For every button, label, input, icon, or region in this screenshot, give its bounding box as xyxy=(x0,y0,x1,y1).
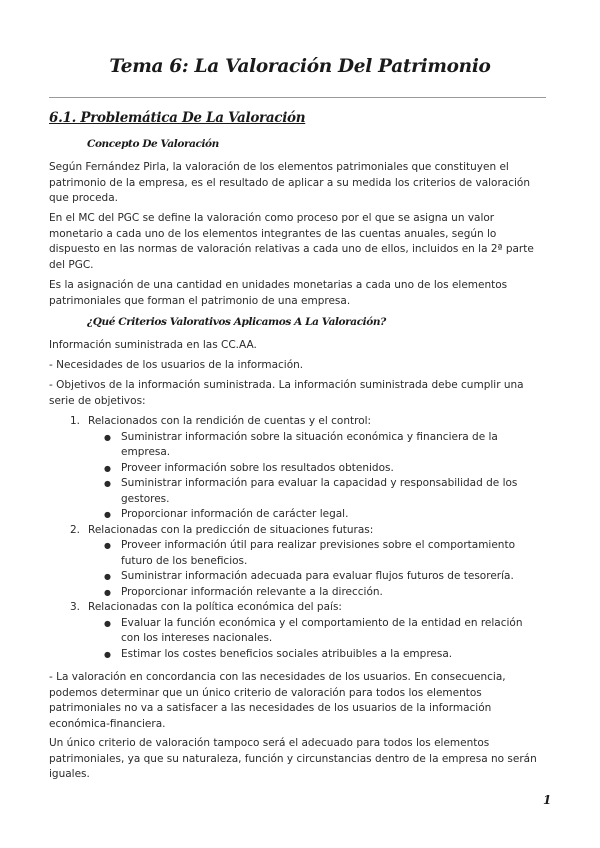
paragraph-necesidades: - Necesidades de los usuarios de la información. xyxy=(49,359,304,371)
bullet-item: ● Suministrar información sobre la situación económica y financiera de la empresa. xyxy=(104,430,542,461)
paragraph-info-suministrada: Información suministrada en las CC.AA. xyxy=(49,339,257,351)
sub-bullet-list xyxy=(104,616,542,663)
bullet-item: ● Suministrar información adecuada para evaluar flujos futuros de tesorería. xyxy=(104,569,542,585)
subsection-heading-criterios: ¿Qué Criterios Valorativos Aplicamos A La Valoración? xyxy=(87,316,386,328)
list-item xyxy=(70,414,542,523)
bullet-item: ● Proporcionar información relevante a la dirección. xyxy=(104,585,542,601)
paragraph-objetivos: - Objetivos de la información suministrada. La información suministrada debe cumplir una serie de objetivos: xyxy=(49,379,524,407)
bullet-item: ● Proveer información sobre los resultados obtenidos. xyxy=(104,461,542,477)
list-number: 2. xyxy=(70,523,81,536)
bullet-item: ● Estimar los costes beneficios sociales atribuibles a la empresa. xyxy=(104,647,542,663)
list-number: 3. xyxy=(70,601,81,613)
paragraph-concordancia: - La valoración en concordancia con las necesidades de los usuarios. En consecuencia, podemos determinar que un único criterio de valoración para todos los elementos patrimoniales no va a satisfacer a las necesidades de los usuarios de la información económica-financiera. xyxy=(49,671,506,730)
list-item-label: Relacionadas con la predicción de situaciones futuras: xyxy=(88,523,374,536)
paragraph-definicion-pirla: Según Fernández Pirla, la valoración de los elementos patrimoniales que constituyen el patrimonio de la empresa, es el resultado de aplicar a su medida los criterios de valoración que proceda. xyxy=(49,161,530,204)
list-item xyxy=(70,600,542,662)
bullet-item: ● Proveer información útil para realizar previsiones sobre el comportamiento futuro de los beneficios. xyxy=(104,538,542,569)
paragraph-asignacion: Es la asignación de una cantidad en unidades monetarias a cada uno de los elementos patrimoniales que forman el patrimonio de una empresa. xyxy=(49,279,508,307)
bullet-item: ● Evaluar la función económica y el comportamiento de la entidad en relación con los intereses nacionales. xyxy=(104,616,542,647)
list-item-label: Relacionadas con la política económica del país: xyxy=(88,601,342,613)
page-title: Tema 6: La Valoración Del Patrimonio xyxy=(109,56,491,77)
sub-bullet-list xyxy=(104,538,542,600)
objectives-list xyxy=(70,414,542,662)
section-heading: 6.1. Problemática De La Valoración xyxy=(49,110,306,126)
bullet-item: ● Proporcionar información de carácter legal. xyxy=(104,507,542,523)
list-item-label: Relacionados con la rendición de cuentas y el control: xyxy=(88,415,372,427)
paragraph-definicion-pgc: En el MC del PGC se define la valoración como proceso por el que se asigna un valor monetario a cada uno de los elementos integrantes de las cuentas anuales, según lo dispuesto en las normas de valoración relativas a cada uno de ellos, incluidos en la 2ª parte del PGC. xyxy=(49,212,534,271)
subsection-heading-concepto: Concepto De Valoración xyxy=(87,138,219,150)
bullet-item: ● Suministrar información para evaluar la capacidad y responsabilidad de los gestores. xyxy=(104,476,542,507)
page-number: 1 xyxy=(543,793,552,807)
paragraph-criterio-unico: Un único criterio de valoración tampoco será el adecuado para todos los elementos patrimoniales, ya que su naturaleza, función y circunstancias dentro de la empresa no serán iguales. xyxy=(49,737,537,780)
sub-bullet-list xyxy=(104,430,542,523)
title-divider xyxy=(49,97,546,98)
list-number: 1. xyxy=(70,415,81,427)
list-item xyxy=(70,523,542,601)
